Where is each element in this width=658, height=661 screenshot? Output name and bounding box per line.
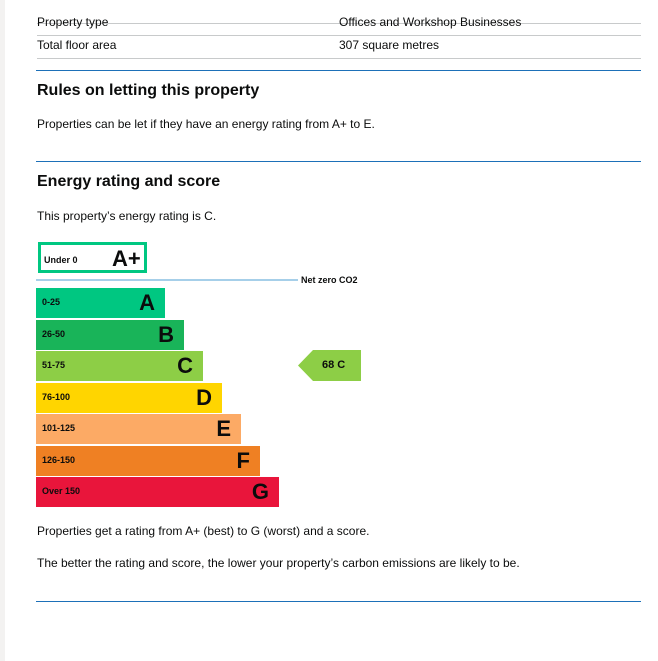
band-letter: A bbox=[139, 290, 155, 315]
section-divider bbox=[36, 601, 641, 602]
band-range: Under 0 bbox=[44, 255, 78, 265]
summary-value: 307 square metres bbox=[339, 38, 440, 52]
band-d bbox=[36, 383, 222, 413]
band-b bbox=[36, 320, 184, 350]
rating-footnote-1: Properties get a rating from A+ (best) to G (worst) and a score. bbox=[37, 524, 370, 538]
current-rating-label: 68 C bbox=[322, 359, 346, 371]
letting-text: Properties can be let if they have an energy rating from A+ to E. bbox=[37, 117, 375, 131]
band-range: 76-100 bbox=[42, 391, 71, 402]
band-letter: A+ bbox=[112, 246, 141, 271]
band-letter: C bbox=[177, 353, 193, 378]
band-range: 51-75 bbox=[42, 360, 66, 370]
section-divider bbox=[36, 161, 641, 162]
band-letter: F bbox=[236, 447, 250, 473]
left-margin-bar bbox=[0, 0, 5, 661]
energy-heading: Energy rating and score bbox=[37, 173, 221, 190]
band-range: 126-150 bbox=[42, 454, 76, 465]
current-rating-label-wrap bbox=[298, 350, 361, 381]
band-range: 0-25 bbox=[42, 297, 61, 307]
band-e bbox=[36, 414, 241, 444]
band-range: 101-125 bbox=[42, 423, 76, 433]
band-c bbox=[36, 351, 203, 381]
band-letter: G bbox=[251, 479, 269, 504]
row-border bbox=[37, 58, 641, 59]
band-range: Over 150 bbox=[42, 486, 81, 496]
band-a-plus bbox=[38, 242, 147, 273]
summary-value: Offices and Workshop Businesses bbox=[339, 15, 522, 29]
band-letter: D bbox=[196, 384, 212, 410]
band-g bbox=[36, 477, 279, 507]
band-f bbox=[36, 446, 260, 476]
band-a bbox=[36, 288, 165, 318]
summary-key: Property type bbox=[37, 15, 109, 29]
summary-row-property-type bbox=[37, 0, 641, 29]
rating-footnote-2: The better the rating and score, the lower your property’s carbon emissions are likely to be. bbox=[37, 556, 520, 570]
letting-heading: Rules on letting this property bbox=[37, 82, 260, 99]
row-border bbox=[37, 35, 641, 36]
band-range: 26-50 bbox=[42, 328, 66, 339]
band-letter: B bbox=[158, 321, 174, 347]
band-letter: E bbox=[216, 416, 231, 441]
section-divider bbox=[36, 70, 641, 71]
energy-intro: This property’s energy rating is C. bbox=[37, 209, 217, 223]
net-zero-line bbox=[36, 279, 298, 281]
summary-key: Total floor area bbox=[37, 38, 117, 52]
net-zero-label: Net zero CO2 bbox=[301, 275, 358, 285]
summary-table bbox=[37, 0, 641, 58]
